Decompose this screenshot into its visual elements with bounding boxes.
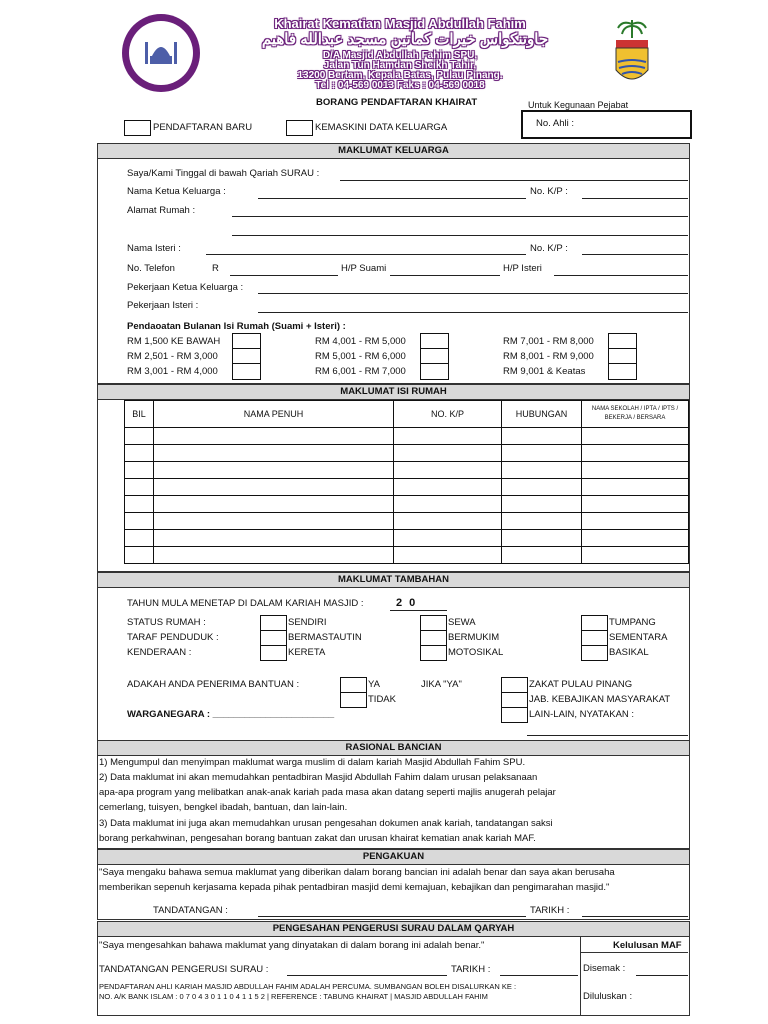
declaration-line-1: "Saya mengaku bahawa semua maklumat yang diberikan dalam borang bancian ini adalah benar dan saya akan berusaha [99,867,615,878]
head-name-label: Nama Ketua Keluarga : [127,186,226,197]
section-declaration-heading: PENGAKUAN [97,849,690,865]
wife-ic-field[interactable] [582,254,688,255]
table-cell[interactable] [154,462,394,479]
table-cell[interactable] [125,496,154,513]
option-checkbox[interactable] [420,630,447,646]
form-title: BORANG PENDAFTARAN KHAIRAT [316,97,478,108]
resident-opt-bermastautin: BERMASTAUTIN [288,632,362,643]
head-name-field[interactable] [258,198,526,199]
aid-yes-checkbox[interactable] [340,677,367,693]
maf-checked-label: Disemak : [583,963,626,974]
hp-husband-label: H/P Suami [341,263,387,274]
aid-opt-other: LAIN-LAIN, NYATAKAN : [529,709,635,720]
option-checkbox[interactable] [581,645,608,661]
update-data-label: KEMASKINI DATA KELUARGA [315,122,448,133]
vehicle-opt-motosikal: MOTOSIKAL [448,647,504,658]
contact-line: Tel : 04-569 0013 Faks : 04-569 0018 [315,80,485,91]
table-cell[interactable] [394,547,502,564]
table-cell[interactable] [154,513,394,530]
section-rationale-heading: RASIONAL BANCIAN [97,740,690,756]
resident-opt-bermukim: BERMUKIM [448,632,500,643]
jawi-title: جاوتنكواس خيرات كماتين مسجد عبدالله فاهيم [261,31,549,48]
table-row [125,445,689,462]
table-cell[interactable] [125,479,154,496]
table-row [125,428,689,445]
table-cell[interactable] [394,496,502,513]
table-cell[interactable] [394,479,502,496]
option-checkbox[interactable] [420,645,447,661]
rationale-line: 1) Mengumpul dan menyimpan maklumat warga muslim di dalam kariah Masjid Abdullah Fahim SPU. [99,757,526,768]
income-checkbox[interactable] [420,363,449,380]
table-cell[interactable] [394,445,502,462]
rationale-line: 2) Data maklumat ini akan memudahkan pentadbiran Masjid Abdullah Fahim dalam urusan pelaksanaan [99,772,538,783]
income-option: RM 7,001 - RM 8,000 [503,336,594,347]
wife-name-label: Nama Isteri : [127,243,181,254]
table-cell[interactable] [154,547,394,564]
table-row [125,513,689,530]
resident-label: TARAF PENDUDUK : [127,632,219,643]
income-option: RM 6,001 - RM 7,000 [315,366,406,377]
aid-zakat-checkbox[interactable] [501,677,528,693]
address-field-2[interactable] [232,235,688,236]
aid-other-field[interactable] [527,735,688,736]
year-value[interactable]: 2 0 [396,597,418,609]
declaration-line-2: memberikan sepenuh kerjasama kepada pihak pentadbiran masjid demi kemajuan, kebajikan dan pengimarahan masjid." [99,882,610,893]
table-cell[interactable] [502,462,582,479]
address-field-1[interactable] [232,216,688,217]
table-cell[interactable] [502,547,582,564]
address-line-3: 13200 Bertam, Kepala Batas, Pulau Pinang. [297,70,503,81]
penang-crest [610,18,654,90]
table-cell[interactable] [394,462,502,479]
household-rows [125,428,689,564]
table-cell[interactable] [125,428,154,445]
approval-sign-field[interactable] [287,975,447,976]
approval-date-label: TARIKH : [451,964,491,975]
table-cell[interactable] [154,479,394,496]
aid-opt-jkm: JAB. KEBAJIKAN MASYARAKAT [529,694,671,705]
aid-yes-label: YA [368,679,380,690]
vehicle-opt-basikal: BASIKAL [609,647,649,658]
table-cell[interactable] [154,496,394,513]
aid-label: ADAKAH ANDA PENERIMA BANTUAN : [127,679,300,690]
table-cell[interactable] [582,530,689,547]
mosque-icon [142,36,180,68]
household-table [124,400,689,564]
if-yes-label: JIKA "YA" [421,679,462,690]
address-line-2: Jalan Tun Hamdan Sheikh Tahir, [323,60,477,71]
maf-checked-field[interactable] [636,975,688,976]
table-cell[interactable] [394,530,502,547]
option-checkbox[interactable] [260,630,287,646]
rationale-line: cemerlang, tuisyen, bengkel ibadah, bantuan, dan lain-lain. [99,802,348,813]
income-title: Pendaoatan Bulanan Isi Rumah (Suami + Isteri) : [127,321,346,332]
table-cell[interactable] [125,530,154,547]
masjid-logo [122,14,200,92]
column-header-school: NAMA SEKOLAH / IPTA / IPTS / BEKERJA / BERSARA [582,401,689,428]
qariah-label: Saya/Kami Tinggal di bawah Qariah SURAU : [127,168,320,179]
table-cell[interactable] [582,462,689,479]
income-checkbox[interactable] [608,363,637,380]
vehicle-label: KENDERAAN : [127,647,192,658]
declaration-sign-field[interactable] [258,916,526,917]
update-data-checkbox[interactable] [286,120,313,136]
section-family-heading: MAKLUMAT KELUARGA [97,143,690,159]
table-cell[interactable] [582,428,689,445]
free-registration-note: PENDAFTARAN AHLI KARIAH MASJID ABDULLAH FAHIM ADALAH PERCUMA. SUMBANGAN BOLEH DISALURKAN KE : [99,982,517,991]
job-head-label: Pekerjaan Ketua Keluarga : [127,282,244,293]
column-header-name: NAMA PENUH [154,401,394,428]
job-wife-field[interactable] [258,312,688,313]
maf-divider [580,952,688,953]
income-option: RM 1,500 KE BAWAH [127,336,221,347]
option-checkbox[interactable] [581,615,608,631]
approval-sign-label: TANDATANGAN PENGERUSI SURAU : [99,964,269,975]
resident-opt-sementara: SEMENTARA [609,632,668,643]
table-cell[interactable] [582,445,689,462]
status-opt-sendiri: SENDIRI [288,617,327,628]
head-ic-label: No. K/P : [530,186,568,197]
table-cell[interactable] [582,547,689,564]
bank-account-note: NO. A/K BANK ISLAM : 0 7 0 4 3 0 1 1 0 4 1 1 5 2 | REFERENCE : TABUNG KHAIRAT | MASJID ABDULLAH FAHIM [99,992,488,1001]
table-cell[interactable] [582,496,689,513]
option-checkbox[interactable] [260,645,287,661]
declaration-date-label: TARIKH : [530,905,570,916]
table-cell[interactable] [502,530,582,547]
year-label: TAHUN MULA MENETAP DI DALAM KARIAH MASJID : [127,598,364,609]
table-cell[interactable] [394,513,502,530]
org-title: Khairat Kematian Masjid Abdullah Fahim [274,16,526,31]
wife-ic-label: No. K/P : [530,243,568,254]
phone-label: No. Telefon [127,263,175,274]
aid-jkm-checkbox[interactable] [501,692,528,708]
hp-husband-field[interactable] [390,275,500,276]
address-label: Alamat Rumah : [127,205,196,216]
income-option: RM 3,001 - RM 4,000 [127,366,218,377]
status-label: STATUS RUMAH : [127,617,206,628]
aid-no-checkbox[interactable] [340,692,367,708]
member-no-label: No. Ahli : [536,118,575,129]
hp-wife-field[interactable] [554,275,688,276]
new-registration-checkbox[interactable] [124,120,151,136]
column-header-ic: NO. K/P [394,401,502,428]
job-head-field[interactable] [258,293,688,294]
table-cell[interactable] [154,445,394,462]
table-cell[interactable] [394,428,502,445]
table-cell[interactable] [125,513,154,530]
approval-divider [580,937,581,1015]
income-option: RM 8,001 - RM 9,000 [503,351,594,362]
section-household-heading: MAKLUMAT ISI RUMAH [97,384,690,400]
option-checkbox[interactable] [581,630,608,646]
table-row [125,530,689,547]
crest-icon [610,18,654,90]
member-no-box[interactable] [521,110,692,139]
income-option: RM 4,001 - RM 5,000 [315,336,406,347]
table-row [125,547,689,564]
wife-name-field[interactable] [206,254,526,255]
head-ic-field[interactable] [582,198,688,199]
table-cell[interactable] [502,428,582,445]
table-cell[interactable] [582,513,689,530]
table-cell[interactable] [502,479,582,496]
table-cell[interactable] [154,530,394,547]
status-opt-sewa: SEWA [448,617,476,628]
income-option: RM 9,001 & Keatas [503,366,586,377]
address-line-1: D/A Masjid Abdullah Fahim SPU, [322,50,478,61]
approval-date-field[interactable] [500,975,578,976]
section-approval-heading: PENGESAHAN PENGERUSI SURAU DALAM QARYAH [97,921,690,937]
table-cell[interactable] [582,479,689,496]
citizenship-label[interactable]: WARGANEGARA : _______________________ [127,709,335,720]
column-header-bil: BIL [125,401,154,428]
aid-other-checkbox[interactable] [501,707,528,723]
table-cell[interactable] [125,445,154,462]
new-registration-label: PENDAFTARAN BARU [153,122,253,133]
aid-no-label: TIDAK [368,694,396,705]
table-cell[interactable] [502,496,582,513]
income-option: RM 5,001 - RM 6,000 [315,351,406,362]
rationale-line: 3) Data maklumat ini juga akan memudahkan urusan pengesahan dokumen anak kariah, tandatangan saksi [99,818,553,829]
maf-approved-label: Diluluskan : [583,991,633,1002]
income-option: RM 2,501 - RM 3,000 [127,351,218,362]
rationale-line: borang perkahwinan, pengesahan borang bantuan zakat dan urusan khairat kematian anak kariah MAF. [99,833,536,844]
section-extra-heading: MAKLUMAT TAMBAHAN [97,572,690,588]
table-row [125,462,689,479]
approval-statement: "Saya mengesahkan bahawa maklumat yang dinyatakan di dalam borang ini adalah benar." [99,940,485,951]
option-checkbox[interactable] [260,615,287,631]
office-use-label: Untuk Kegunaan Pejabat [528,100,629,110]
declaration-date-field[interactable] [582,916,688,917]
declaration-sign-label: TANDATANGAN : [153,905,228,916]
table-cell[interactable] [154,428,394,445]
table-cell[interactable] [502,445,582,462]
job-wife-label: Pekerjaan Isteri : [127,300,199,311]
table-cell[interactable] [502,513,582,530]
aid-opt-zakat: ZAKAT PULAU PINANG [529,679,633,690]
income-checkbox[interactable] [232,363,261,380]
year-field[interactable] [390,610,447,611]
rationale-line: apa-apa program yang melibatkan anak-anak kariah pada masa akan datang seperti majlis anugerah pelajar [99,787,556,798]
option-checkbox[interactable] [420,615,447,631]
table-cell[interactable] [125,547,154,564]
qariah-field[interactable] [340,180,688,181]
phone-home-field[interactable] [230,275,338,276]
status-opt-tumpang: TUMPANG [609,617,656,628]
maf-approval-title: Kelulusan MAF [613,940,682,951]
table-row [125,496,689,513]
table-cell[interactable] [125,462,154,479]
column-header-relation: HUBUNGAN [502,401,582,428]
hp-wife-label: H/P Isteri [503,263,542,274]
table-row [125,479,689,496]
vehicle-opt-kereta: KERETA [288,647,326,658]
phone-prefix: R [212,263,219,274]
